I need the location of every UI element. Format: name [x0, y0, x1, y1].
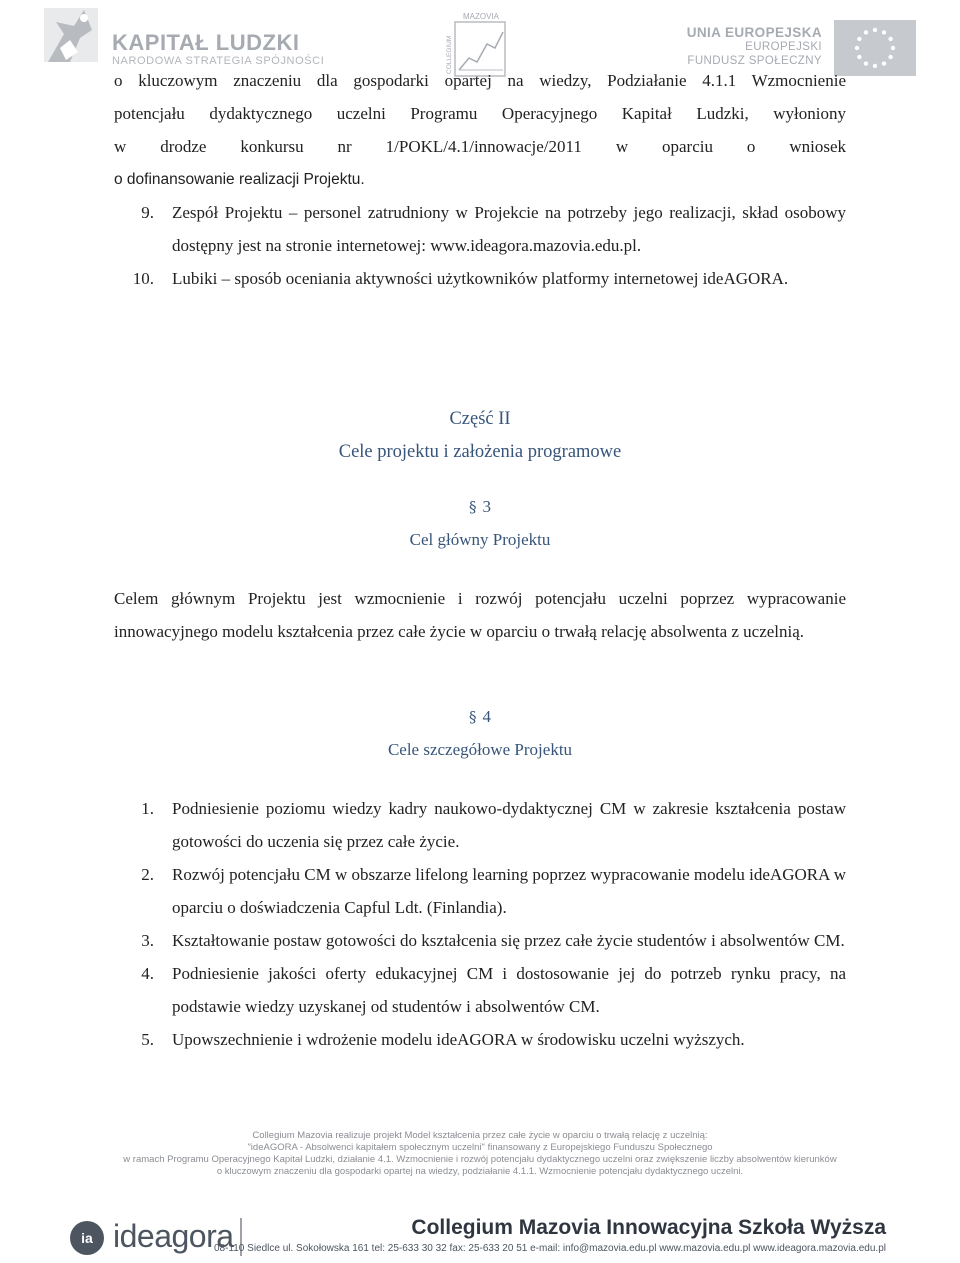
- kapital-ludzki-title: KAPITAŁ LUDZKI: [112, 30, 300, 55]
- section-4-heading: [0, 707, 960, 727]
- objective-number: 3.: [141, 931, 154, 950]
- objective-number: 5.: [141, 1030, 154, 1049]
- section-symbol: §: [469, 708, 477, 726]
- section-4-title: Cele szczegółowe Projektu: [387, 740, 573, 759]
- objective-item: [114, 1023, 846, 1056]
- intro-line-1: o kluczowym znaczeniu dla gospodarki opartej na wiedzy, Podziałanie 4.1.1 Wzmocnienie: [114, 71, 846, 90]
- intro-line-3: w drodze konkursu nr 1/POKL/4.1/innowacje/2011 w oparciu o wniosek: [114, 137, 846, 156]
- objective-item: [114, 792, 846, 858]
- section-symbol: §: [469, 498, 477, 516]
- ideagora-logo: ideagora: [113, 1218, 234, 1254]
- objectives-list: [114, 792, 846, 1056]
- objective-text: Rozwój potencjału CM w obszarze lifelong learning poprzez wypracowanie modelu ideAGORA w oparciu o doświadczenia Capful Ldt. (Finlandia).: [172, 865, 846, 917]
- eu-line-1: UNIA EUROPEJSKA: [686, 25, 822, 40]
- objective-number: 4.: [141, 964, 154, 983]
- objective-text: Upowszechnienie i wdrożenie modelu ideAGORA w środowisku uczelni wyższych.: [172, 1030, 745, 1049]
- part-label: Część II: [449, 409, 511, 429]
- intro-line-2: potencjału dydaktycznego uczelni Programu Operacyjnego Kapitał Ludzki, wyłoniony: [114, 104, 846, 123]
- definition-text: Zespół Projektu – personel zatrudniony w Projekcie na potrzeby jego realizacji, skład osobowy dostępny jest na stronie internetowej: www.ideagora.mazovia.edu.pl.: [172, 203, 846, 255]
- cm-logo-text: MAZOVIA: [463, 12, 500, 21]
- college-name: Collegium Mazovia Innowacyjna Szkoła Wyższa: [411, 1216, 886, 1239]
- college-address: 08-110 Siedlce ul. Sokołowska 161 tel: 25-633 30 32 fax: 25-633 20 51 e-mail: info@mazovia.edu.pl www.mazovia.edu.pl www.ideagora.mazovia.edu.pl: [213, 1243, 886, 1254]
- footer-note: [80, 1130, 880, 1178]
- cm-logo-vertical-text: COLLEGIUM: [446, 35, 453, 74]
- part-title: Cele projektu i założenia programowe: [338, 442, 622, 462]
- section-3-heading: [0, 497, 960, 517]
- kapital-ludzki-subtitle: NARODOWA STRATEGIA SPÓJNOŚCI: [112, 55, 325, 67]
- footer-note-line: w ramach Programu Operacyjnego Kapitał Ludzki, działanie 4.1. Wzmocnienie i rozwój potencjału dydaktycznego uczelni oraz zwiększenie liczby absolwentów kierunków: [123, 1154, 837, 1165]
- objective-number: 2.: [141, 865, 154, 884]
- objective-number: 1.: [141, 799, 154, 818]
- objective-text: Podniesienie poziomu wiedzy kadry naukowo-dydaktycznej CM w zakresie kształcenia postaw gotowości do uczenia się przez całe życie.: [172, 799, 846, 851]
- objective-text: Kształtowanie postaw gotowości do kształcenia się przez całe życie studentów i absolwentów CM.: [172, 931, 845, 950]
- kapital-ludzki-logo-icon: [40, 4, 102, 66]
- section-3-text: Celem głównym Projektu jest wzmocnienie i rozwój potencjału uczelni poprzez wypracowanie innowacyjnego modelu kształcenia przez całe życie w oparciu o trwałą relację absolwenta z uczelnią.: [114, 589, 846, 641]
- section-3-title: Cel główny Projektu: [409, 530, 551, 549]
- objective-text: Podniesienie jakości oferty edukacyjnej CM i dostosowanie jej do potrzeb rynku pracy, na podstawie wiedzy uzyskanej od studentów i absolwentów CM.: [172, 964, 846, 1016]
- objective-item: [114, 957, 846, 1023]
- definition-item: [114, 262, 846, 295]
- eu-line-3: FUNDUSZ SPOŁECZNY: [687, 55, 822, 67]
- objective-item: [114, 924, 846, 957]
- section-4-number: 4: [482, 707, 491, 726]
- footer-note-line: "ideAGORA - Absolwenci kapitałem społecznym uczelni" finansowany z Europejskiego Funduszu Społecznego: [247, 1142, 713, 1153]
- definitions-list: [114, 196, 846, 295]
- definition-item: [114, 196, 846, 262]
- footer-note-line: o kluczowym znaczeniu dla gospodarki opartej na wiedzy, podziałanie 4.1.1. Wzmocnienie potencjału dydaktycznego uczelni.: [216, 1166, 744, 1177]
- eu-flag-icon: [834, 20, 916, 76]
- ia-logo-icon: ia: [70, 1221, 104, 1255]
- eu-line-2: EUROPEJSKI: [745, 41, 822, 53]
- footer-note-line: Collegium Mazovia realizuje projekt Model kształcenia przez całe życie w oparciu o trwałą relację z uczelnią:: [252, 1130, 708, 1141]
- objective-item: [114, 858, 846, 924]
- definition-text: Lubiki – sposób oceniania aktywności użytkowników platformy internetowej ideAGORA.: [172, 269, 789, 288]
- definition-number: 9.: [141, 203, 154, 222]
- intro-line-4: o dofinansowanie realizacji Projektu.: [114, 171, 365, 188]
- definition-number: 10.: [132, 269, 154, 288]
- section-3-number: 3: [482, 497, 491, 516]
- eu-text: [687, 26, 822, 68]
